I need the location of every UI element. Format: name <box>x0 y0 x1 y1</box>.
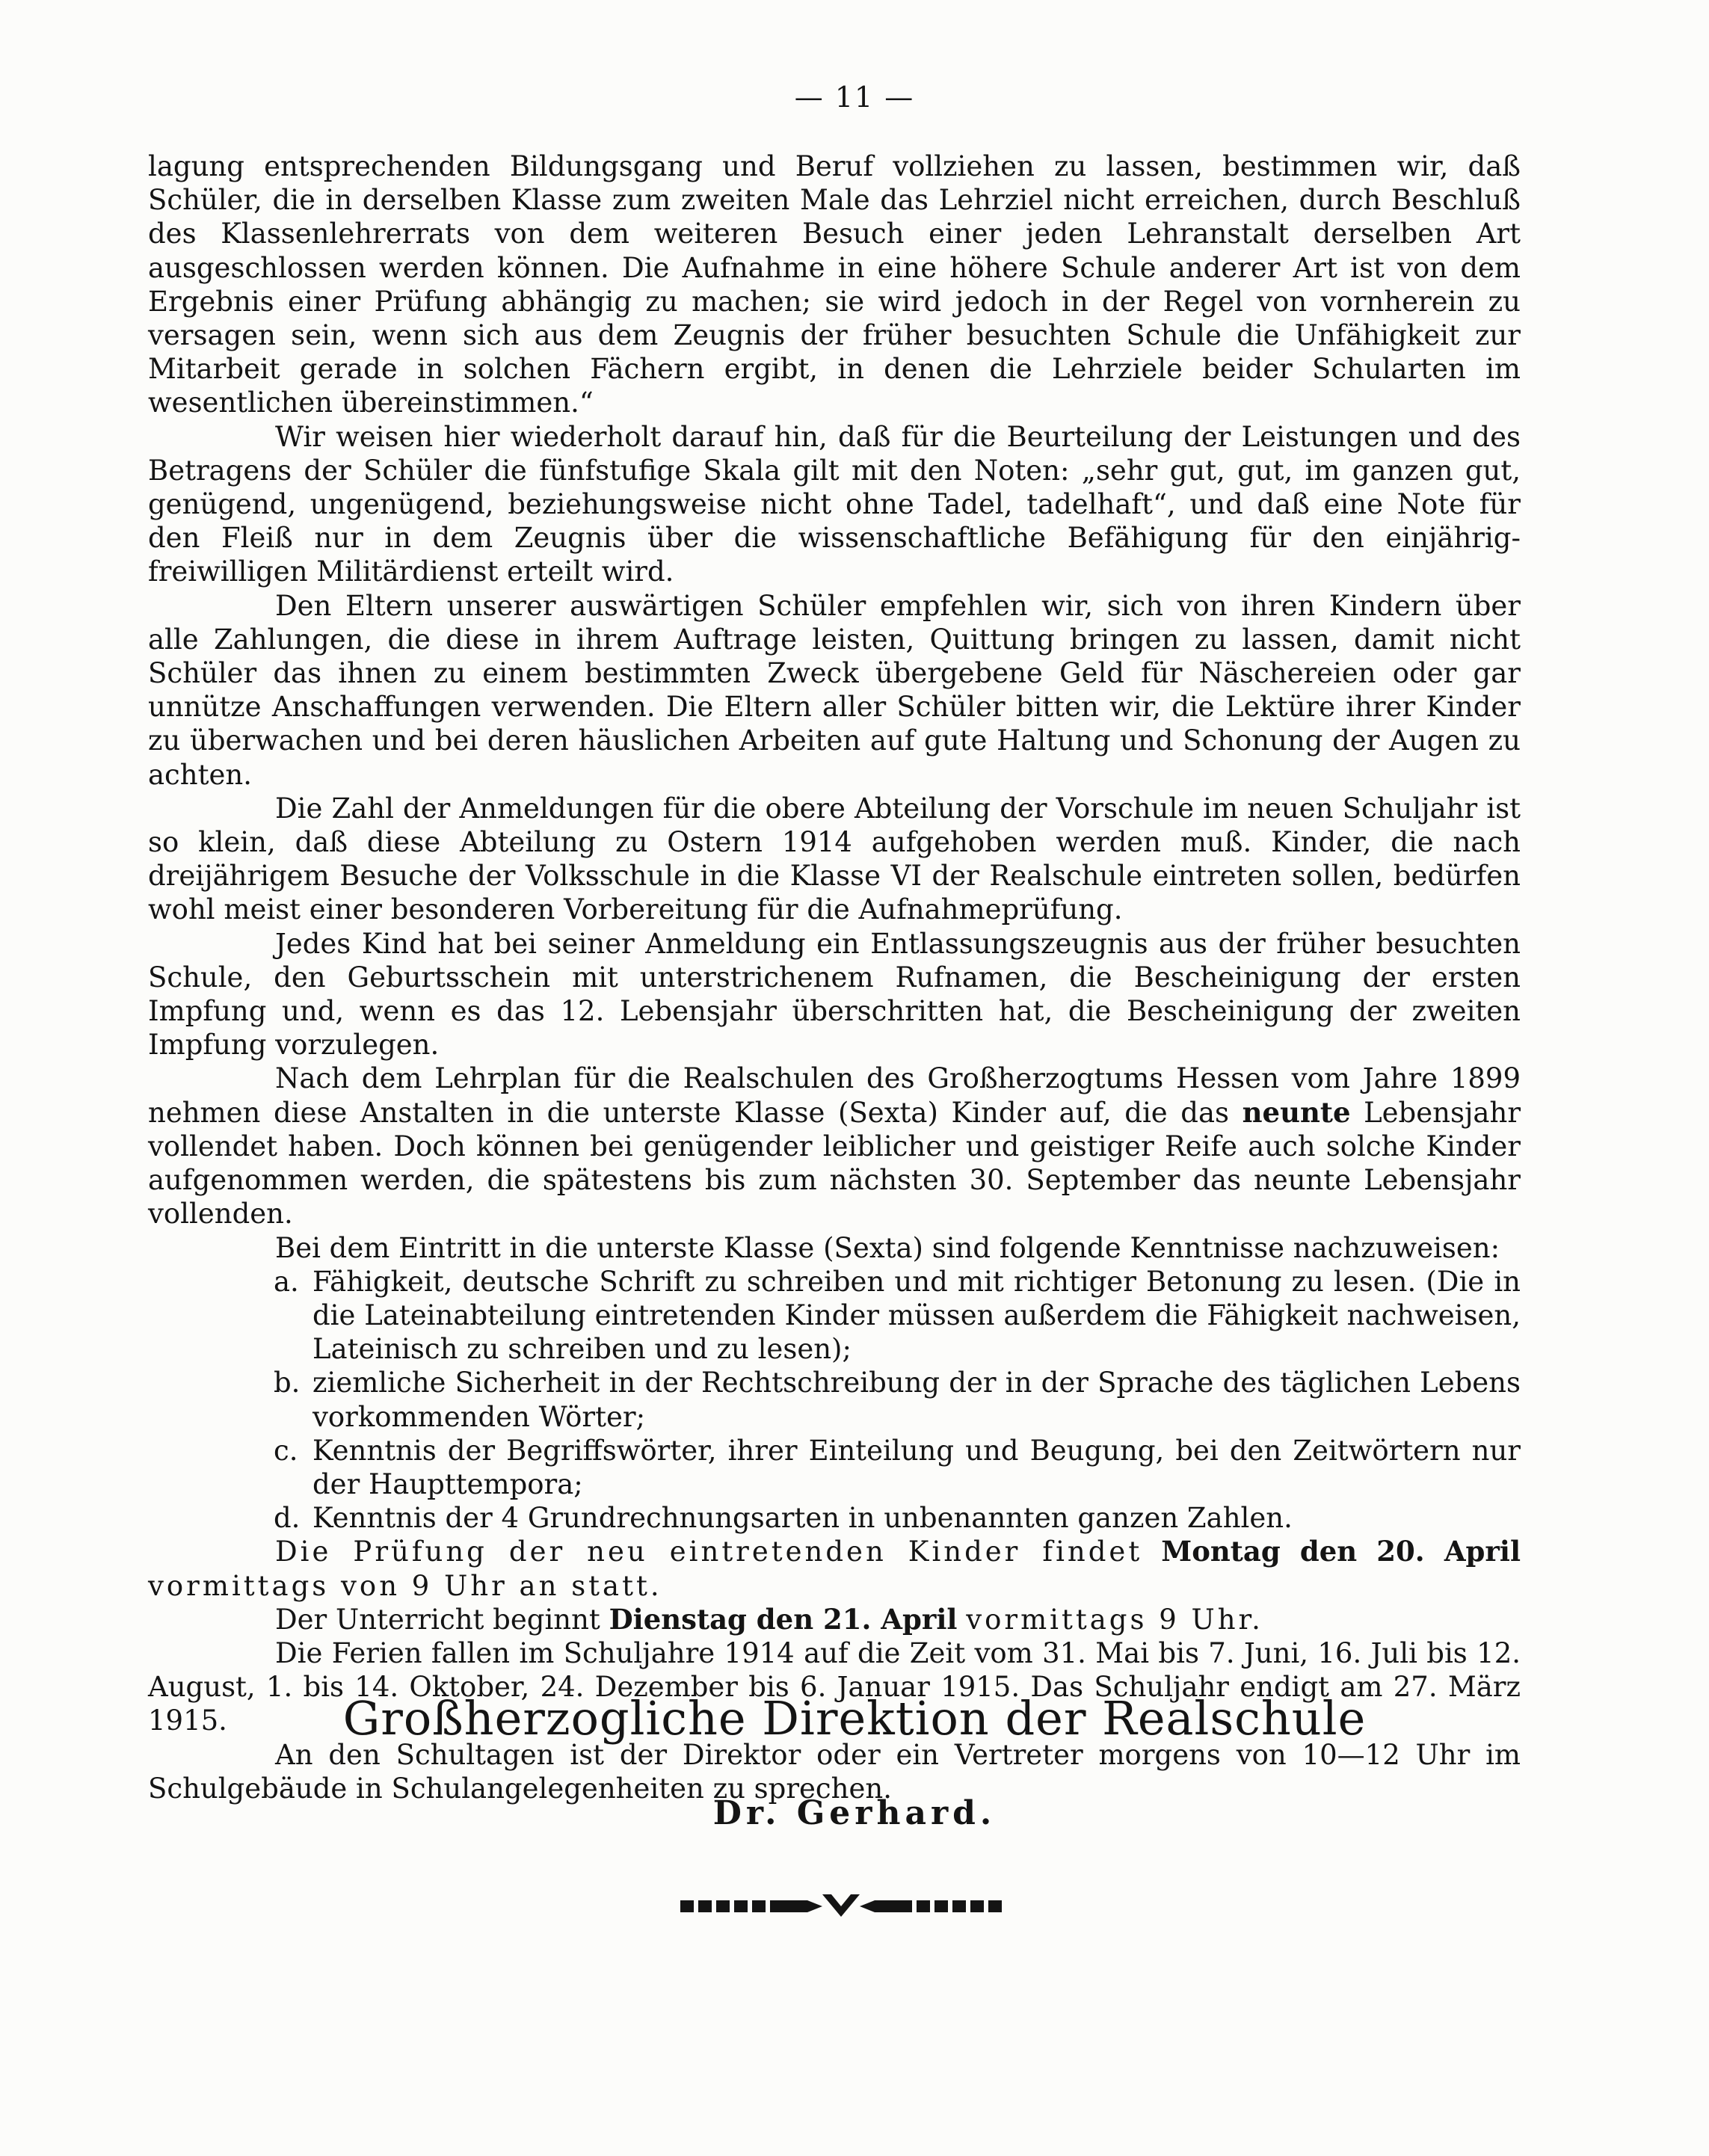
paragraph-6-part-a: Nach dem Lehrplan für die Realschulen des Großherzogtums Hessen vom Jahre 1899 nehmen diese Anstalten in die unterste Klasse (Sexta) Kinder auf, die das <box>148 1062 1521 1129</box>
requirement-text: Kenntnis der 4 Grundrechnungsarten in unbenannten ganzen Zahlen. <box>312 1502 1293 1535</box>
page-number: — 11 — <box>794 81 915 114</box>
paragraph-11: An den Schultagen ist der Direktor oder ein Vertreter morgens von 10—12 Uhr im Schulgebäude in Schulangelegenheiten zu sprechen. <box>148 1738 1521 1805</box>
paragraph-9-part-a: Der Unterricht beginnt <box>275 1603 600 1636</box>
school-start-date: Dienstag den 21. April <box>609 1602 958 1636</box>
paragraph-7: Bei dem Eintritt in die unterste Klasse (Sexta) sind folgende Kenntnisse nachzuweisen: <box>275 1231 1500 1264</box>
paragraph-8 <box>148 1535 1521 1602</box>
requirement-marker: c. <box>274 1434 298 1467</box>
document-body <box>148 150 1521 1805</box>
paragraph-4: Die Zahl der Anmeldungen für die obere Abteilung der Vorschule im neuen Schuljahr ist so klein, daß diese Abteilung zu Ostern 1914 aufgehoben werden muß. Kinder, die nach dreijährigem Besuche der Volksschule in die Klasse VI der Realschule eintreten sollen, bedürfen wohl meist einer besonderen Vorbereitung für die Aufnahmeprüfung. <box>148 792 1521 926</box>
requirement-marker: d. <box>274 1502 301 1535</box>
requirement-text: Fähigkeit, deutsche Schrift zu schreiben und mit richtiger Betonung zu lesen. (Die in die Lateinabteilung eintretenden Kinder müssen außerdem die Fähigkeit nachweisen, Lateinisch zu schreiben und zu lesen); <box>312 1265 1521 1366</box>
paragraph-5: Jedes Kind hat bei seiner Anmeldung ein Entlassungszeugnis aus der früher besuchten Schule, den Geburtsschein mit unterstrichenem Rufnamen, die Bescheinigung der ersten Impfung und, wenn es das 12. Lebensjahr überschritten hat, die Bescheinigung der zweiten Impfung vorzulegen. <box>148 927 1521 1062</box>
paragraph-9-part-b: vormittags 9 Uhr. <box>966 1603 1263 1636</box>
requirement-marker: b. <box>274 1367 301 1399</box>
requirements-list <box>148 1265 1521 1536</box>
paragraph-6-emphasis: neunte <box>1242 1095 1351 1129</box>
paragraph-3: Den Eltern unserer auswärtigen Schüler empfehlen wir, sich von ihren Kindern über alle Zahlungen, die diese in ihrem Auftrage leisten, Quittung bringen zu lassen, damit nicht Schüler das ihnen zu einem bestimmten Zweck übergebene Geld für Näschereien oder gar unnütze Anschaffungen verwenden. Die Eltern aller Schüler bitten wir, die Lektüre ihrer Kinder zu überwachen und bei deren häuslichen Arbeiten auf gute Haltung und Schonung der Augen zu achten. <box>148 589 1521 791</box>
paragraph-6-part-b: Lebensjahr vollendet haben. Doch können bei genügender leiblicher und geistiger Reife auch solche Kinder aufgenommen werden, die spätestens bis zum nächsten 30. September das neunte Lebensjahr vollenden. <box>148 1096 1521 1231</box>
paragraph-8-part-a: Die Prüfung der neu eintretenden Kinder findet <box>275 1536 1143 1568</box>
exam-date: Montag den 20. April <box>1161 1535 1521 1568</box>
requirement-text: Kenntnis der Begriffswörter, ihrer Einteilung und Beugung, bei den Zeitwörtern nur der Haupttempora; <box>312 1434 1521 1500</box>
paragraph-8-part-b: vormittags von 9 Uhr an statt. <box>148 1569 662 1602</box>
decorative-ornament-icon <box>680 1884 1002 1929</box>
signature-name: Dr. Gerhard. <box>712 1794 997 1832</box>
requirement-text: ziemliche Sicherheit in der Rechtschreibung der in der Sprache des täglichen Lebens vorkommenden Wörter; <box>312 1367 1521 1433</box>
requirement-marker: a. <box>274 1265 299 1298</box>
signature-organization: Großherzogliche Direktion der Realschule <box>342 1691 1367 1746</box>
requirement-item <box>148 1434 1521 1501</box>
paragraph-10: Die Ferien fallen im Schuljahre 1914 auf die Zeit vom 31. Mai bis 7. Juni, 16. Juli bis 12. August, 1. bis 14. Oktober, 24. Dezember bis 6. Januar 1915. Das Schuljahr endigt am 27. März 1915. <box>148 1636 1521 1737</box>
requirement-item <box>148 1501 1521 1535</box>
paragraph-1: lagung entsprechenden Bildungsgang und Beruf vollziehen zu lassen, bestimmen wir, daß Schüler, die in derselben Klasse zum zweiten Male das Lehrziel nicht erreichen, durch Beschluß des Klassenlehrerrats von dem weiteren Besuch einer jeden Lehranstalt derselben Art ausgeschlossen werden können. Die Aufnahme in eine höhere Schule anderer Art ist von dem Ergebnis einer Prüfung abhängig zu machen; sie wird jedoch in der Regel von vornherein zu versagen sein, wenn sich aus dem Zeugnis der früher besuchten Schule die Unfähigkeit zur Mitarbeit gerade in solchen Fächern ergibt, in denen die Lehrziele beider Schularten im wesentlichen übereinstimmen.“ <box>148 150 1521 419</box>
paragraph-9 <box>148 1603 1521 1636</box>
requirement-item <box>148 1366 1521 1433</box>
requirement-item <box>148 1265 1521 1367</box>
paragraph-2: Wir weisen hier wiederholt darauf hin, daß für die Beurteilung der Leistungen und des Betragens der Schüler die fünfstufige Skala gilt mit den Noten: „sehr gut, gut, im ganzen gut, genügend, ungenügend, beziehungsweise nicht ohne Tadel, tadelhaft“, und daß eine Note für den Fleiß nur in dem Zeugnis über die wissenschaftliche Befähigung für den einjährig-freiwilligen Militärdienst erteilt wird. <box>148 420 1521 588</box>
paragraph-6 <box>148 1062 1521 1231</box>
